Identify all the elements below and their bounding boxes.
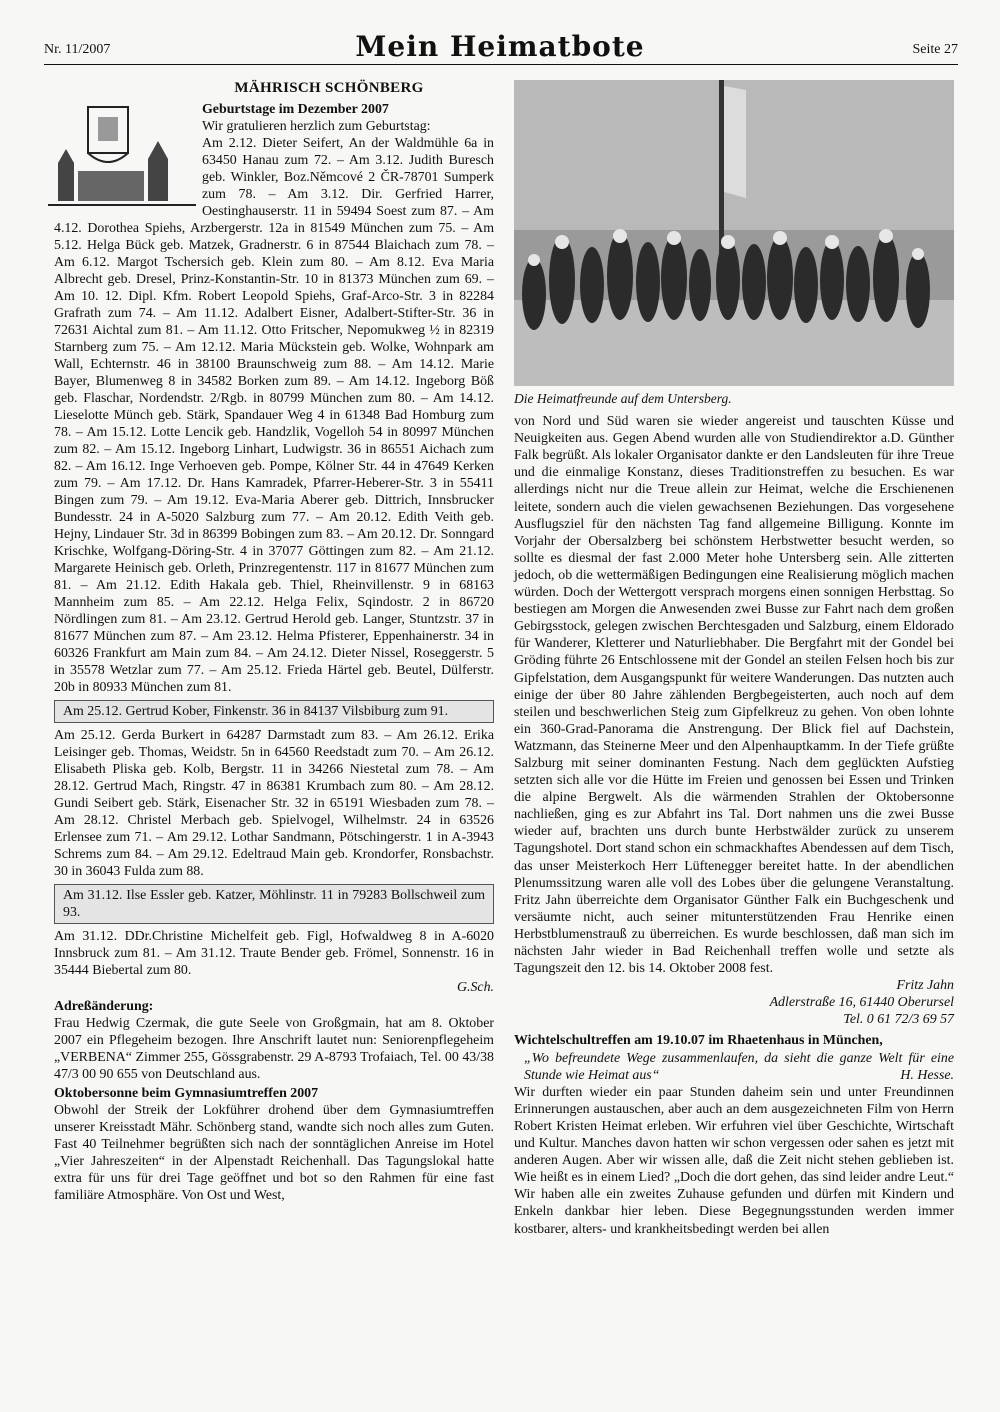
quote-text: „Wo befreundete Wege zusammenlaufen, da sieht die ganze Welt für eine Stunde wie Heimat aus“ xyxy=(524,1050,954,1083)
birthday-list-2: Am 25.12. Gerda Burkert in 64287 Darmstadt zum 83. – Am 26.12. Erika Leisinger geb. Thomas, Weidstr. 5n in 64560 Reedstadt zum 70. – Am 26.12. Elisabeth Pliska geb. Kolb, Bergstr. 11 in 34266 Niestetal zum 78. – Am 28.12. Gertrud Mach, Ringstr. 47 in 86381 Krumbach zum 80. – Am 28.12. Gundi Seibert geb. Stärk, Eisenacher Str. 32 in 65191 Wiesbaden zum 78. – Am 28.12. Christel Merbach geb. Spielvogel, Wilhelmstr. 24 in 63526 Erlensee zum 71. – Am 29.12. Lothar Sandmann, Pötschingerstr. 1 in A-3943 Schrems zum 84. – Am 29.12. Edeltraud Main geb. Krondorfer, Ronsbachstr. 30 in 36043 Fulda zum 88. xyxy=(54,728,494,879)
oktobersonne-text: Obwohl der Streik der Lokführer drohend über dem Gymnasiumtreffen unserer Kreisstadt Mähr. Schönberg stand, wandte sich noch alles zum Guten. Fast 40 Teilnehmer begrüßten sich nach der sonntäglichen Anreise im Hotel „Vier Jahreszeiten“ in der Alpenstadt Reichenhall. Das Tagungslokal hatte extra für uns für drei Tage geöffnet und bot so den Rahmen für eine fast familiäre Atmosphäre. Von Ost und West, xyxy=(54,1103,494,1203)
birthday-heading: Geburtstage im Dezember 2007 xyxy=(202,102,389,117)
page-header xyxy=(0,30,1000,70)
group-photo-illustration xyxy=(514,80,954,386)
right-column xyxy=(514,80,954,1238)
issue-number: Nr. 11/2007 xyxy=(44,42,111,57)
highlight-box-1: Am 25.12. Gertrud Kober, Finkenstr. 36 in 84137 Vilsbiburg zum 91. xyxy=(54,700,494,723)
author-phone: Tel. 0 61 72/3 69 57 xyxy=(843,1012,954,1028)
wichtel-heading: Wichtelschultreffen am 19.10.07 im Rhaetenhaus in München, xyxy=(514,1033,883,1049)
page-number: Seite 27 xyxy=(912,42,958,57)
highlight-box-2: Am 31.12. Ilse Essler geb. Katzer, Möhlinstr. 11 in 79283 Bollschweil zum 93. xyxy=(54,884,494,924)
address-change-heading: Adreßänderung: xyxy=(54,999,154,1014)
header-rule xyxy=(44,64,958,65)
author-name: Fritz Jahn xyxy=(896,978,954,994)
birthday-list: Am 2.12. Dieter Seifert, An der Waldmühle 6a in 63450 Hanau zum 72. – Am 3.12. Judith Buresch geb. Winkler, Boz.Němcové 2 ČR-78701 Sumperk zum 78. – Am 3.12. Dir. Gerfried Harrer, Oestinghauserstr. 11 in 59494 Soest zum 87. – Am 4.12. Dorothea Spiehs, Arzbergerstr. 12a in 81549 München zum 75. – Am 5.12. Helga Bück geb. Matzek, Gradnerstr. 6 in 87544 Blaichach zum 78. – Am 6.12. Margot Tschersich geb. Klein zum 80. – Am 8.12. Eva Maria Albrecht geb. Dresel, Prinz-Konstantin-Str. 10 in 81373 München zum 69. – Am 10. 12. Dipl. Kfm. Robert Leopold Spiehs, Graf-Arco-Str. 3 in 82284 Grafrath zum 74. – Am 11.12. Adalbert Eisner, Adalbert-Stifter-Str. 36 in 72631 Aichtal zum 81. – Am 11.12. Otto Fritscher, Nepomukweg ½ in 82319 Starnberg zum 75. – Am 12.12. Maria Mückstein geb. Wolke, Wohnpark am Wall, Echternstr. 46 in 38100 Braunschweig zum 88. – Am 14.12. Marie Bayer, Blumenweg 8 in 34582 Borken zum 89. – Am 14.12. Ingeborg Böß geb. Flaschar, Nordendstr. 2/Rgb. in 80799 München zum 80. – Am 14.12. Lieselotte Münch geb. Stärk, Spandauer Weg 4 in 61348 Bad Homburg zum 78. – Am 15.12. Lotte Lencik geb. Handzlik, Vogelloh 54 in 80997 München zum 82. – Am 15.12. Ingeborg Linhart, Ludwigstr. 36 in 86551 Aichach zum 82. – Am 16.12. Inge Verhoeven geb. Pompe, Kölner Str. 44 in 47649 Kerken zum 79. – Am 17.12. Dr. Hans Kamradek, Pfarrer-Heberer-Str. 3 in 55411 Bingen zum 79. – Am 19.12. Eva-Maria Aberer geb. Dittrich, Innsbrucker Bundesstr. 24 in A-5020 Salzburg zum 77. – Am 20.12. Edith Veith geb. Hejny, Lindauer Str. 3d in 86399 Bobingen zum 83. – Am 20.12. Dr. Sonngard Krischke, Wolfgang-Döring-Str. 4 in 37077 Göttingen zum 82. – Am 21.12. Margarete Heinisch geb. Orleth, Prinzregentenstr. 117 in 81677 München zum 81. – Am 21.12. Edith Hakala geb. Thiel, Rheinvillenstr. 9 in 68163 Mannheim zum 85. – Am 22.12. Helga Felix, Sqindostr. 2 in 86720 Nördlingen zum 81. – Am 23.12. Gertrud Herold geb. Langer, Stuntzstr. 37 in 81677 München zum 87. – Am 23.12. Helma Pfisterer, Eppenhainerstr. 34 in 60326 Frankfurt am Main zum 84. – Am 24.12. Dieter Nissel, Roseggerstr. 5 in 35578 Wetzlar zum 77. – Am 25.12. Frieda Härtel geb. Beutel, Dülferstr. 20b in 80933 München zum 81. xyxy=(54,136,494,695)
masthead-logo: Mein Heimatbote xyxy=(355,30,645,63)
address-change-text: Frau Hedwig Czermak, die gute Seele von Großgmain, hat am 8. Oktober 2007 ein Pflegeheim bezogen. Ihre Anschrift lautet nun: Seniorenpflegeheim „VERBENA“ Zimmer 255, Gössgrabenstr. 29 A-8793 Trofaiach, Tel. 00 43/38 47/3 00 90 655 von Deutschland aus. xyxy=(54,1016,494,1082)
town-crest-illustration xyxy=(48,101,196,209)
author-address: Adlerstraße 16, 61440 Oberursel xyxy=(769,995,954,1011)
oktobersonne-continued: von Nord und Süd waren sie wieder angereist und tauschten Küsse und Neuigkeiten aus. Gegen Abend wurden alle von Studiendirektor a.D. Günther Falk begrüßt. Als lokaler Organisator dankte er den Landsleuten für ihre Treue und die einmalige Konstanz, dieses Traditionstreffen zu besuchen. Es war allerdings nicht nur die Treue allein zur Heimat, welche die Erschienenen leitete, sondern auch die vielen gewachsenen Beziehungen. Das vorgesehene Ausflugsziel für den nächsten Tag fand allgemeine Billigung. Konnte im Vorjahr der Obersalzberg bei schönstem Herbstwetter besucht werden, so sollte es diesmal der fast 2.000 Meter hohe Untersberg sein. Alle zitterten jedoch, ob die wettermäßigen Bedingungen eine Realisierung möglich machen würden. Doch der Wettergott versprach morgens einen sonnigen Herbsttag. So bestiegen am Morgen die Anwesenden zwei Busse zur Fahrt nach dem großen Gebirgsstock, gelegen zwischen Berchtesgaden und Salzburg, einem Eldorado für Wanderer, Kletterer und Naturliebhaber. Die Bergfahrt mit der Gondel bei Gröding führte 26 Entschlossene mit der Gondel an steilen Felsen hoch bis zur Gipfelstation, dem Ausgangspunkt für weitere Wanderungen. Das nutzten auch einige der über 80 Jahre zählenden Bergbegeisterten, auch noch auf dem steilen und beschwerlichen Steig zum Gipfelkreuz zu gehen. Von oben lohnte ein 360-Grad-Panorama die Anstrengung. Der Blick fiel auf Dachstein, Watzmann, das Steinerne Meer und den Alpenhauptkamm. In der Tiefe grüßte Salzburg mit seiner dominanten Festung. Nach dem geglückten Aufstieg setzten sich alle vor die Hütte im Freien und genossen bei Essen und Trinken die alpine Bergwelt. Als die wärmenden Strahlen der Oktobersonne nachließen, ging es zur Abfahrt ins Tal. Dort nahmen uns die zwei Busse wieder auf, brachten uns durch bunte Herbstwälder zurück zu unserem Tagungshotel. Dort stand schon ein schmackhaftes Abendessen auf dem Tisch, das unser Meisterkoch Herr Lüftenegger bereitet hatte. In der abendlichen Plenumssitzung waren alle voll des Lobes über die gelungene Veranstaltung. Fritz Jahn überreichte dem Organisator Günther Falk ein Buchgeschenk und versäumte nicht, auch seiner mitunterstützenden Frau Henrike einen Herbstblumenstrauß zu überreichen. Es wurde beschlossen, daß man sich im nächsten Jahr wieder in Bad Reichenhall treffen wolle und setzte als Tagungszeit den 12. bis 14. Oktober 2008 fest. xyxy=(514,414,954,977)
wichtel-quote xyxy=(514,1050,954,1084)
birthday-list-3: Am 31.12. DDr.Christine Michelfeit geb. Figl, Hofwaldweg 8 in A-6020 Innsbruck zum 81. – Am 31.12. Traute Bender geb. Frömel, Sonnenstr. 16 in 35444 Biebertal zum 80. xyxy=(54,929,494,978)
quote-author: H. Hesse. xyxy=(900,1067,954,1083)
section-title: MÄHRISCH SCHÖNBERG xyxy=(234,80,424,96)
photo-caption: Die Heimatfreunde auf dem Untersberg. xyxy=(514,391,732,406)
birthday-intro: Wir gratulieren herzlich zum Geburtstag: xyxy=(202,119,431,134)
left-column xyxy=(54,80,494,1204)
birthday-signature: G.Sch. xyxy=(456,980,494,995)
oktobersonne-heading: Oktobersonne beim Gymnasiumtreffen 2007 xyxy=(54,1086,319,1101)
group-photo xyxy=(514,80,954,386)
wichtel-text: Wir durften wieder ein paar Stunden daheim sein und unter Freundinnen Erinnerungen austauschen, aber auch an dem ausgezeichneten Film von Herrn Robert Kristen Heimat erleben. Wir erfuhren viel über Geschichte, Wirtschaft und Kultur. Manches davon hatten wir schon vergessen oder sahen es jetzt mit anderen Augen. Aber wir wissen alle, daß die Zeit nicht stehen geblieben ist. Wie heißt es in einem Lied? „Doch die dort gehen, das sind leider andre Leut.“ Wir haben alle ein zweites Zuhause gefunden und dürfen mit Kindern und Enkeln dankbar hier leben. Diese Begegnungsstunden werden immer kostbarer, alters- und krankheitsbedingt werden bei allen xyxy=(514,1084,954,1237)
